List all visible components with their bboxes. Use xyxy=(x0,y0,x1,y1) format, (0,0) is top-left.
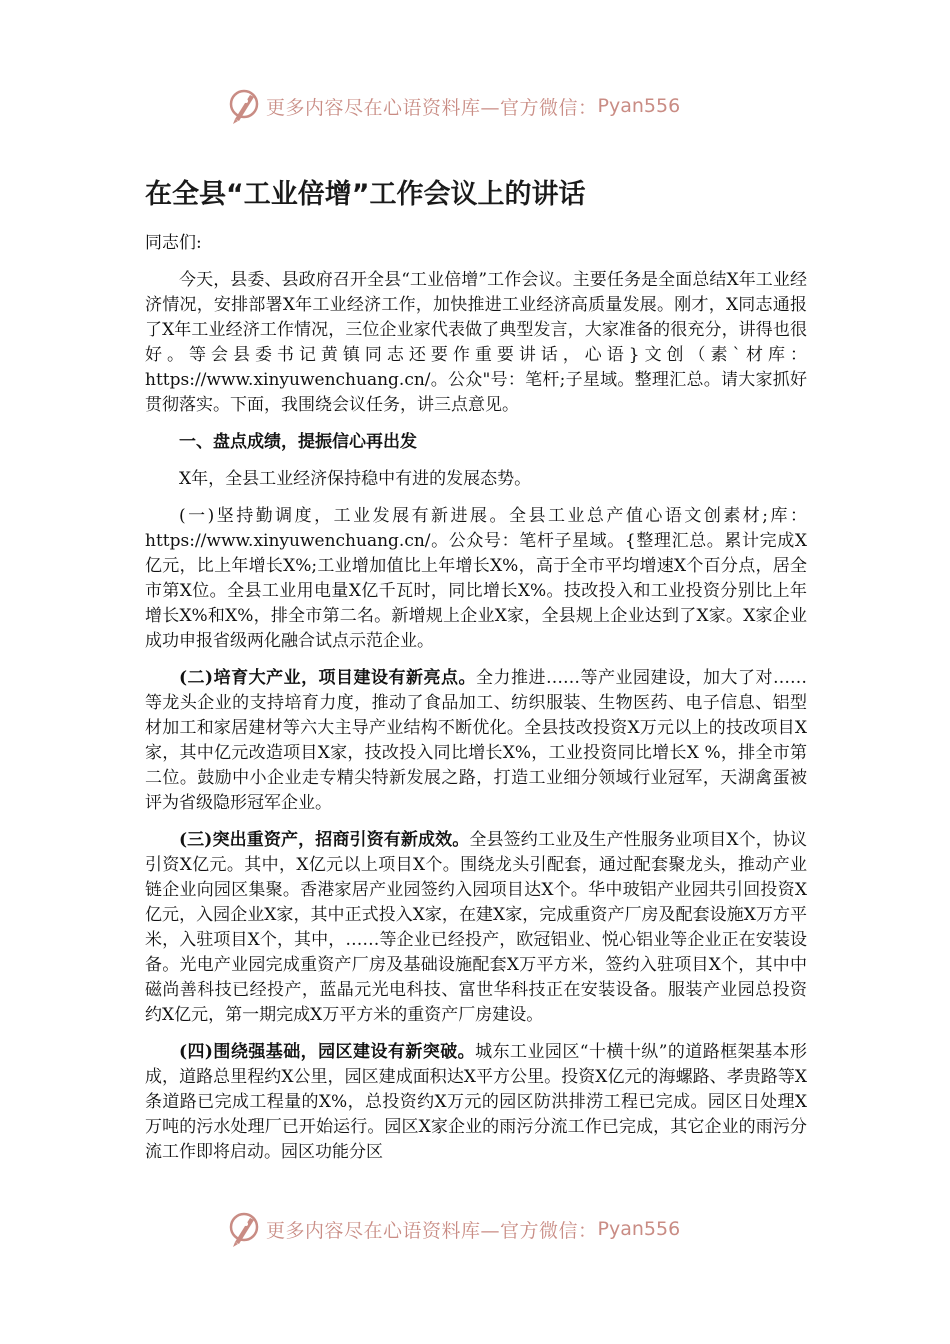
section-heading-1: 一、盘点成绩，提振信心再出发 xyxy=(179,432,417,452)
pen-logo-icon xyxy=(226,1209,262,1249)
watermark-footer xyxy=(226,1207,680,1251)
pen-logo-icon xyxy=(226,86,262,126)
watermark-wechat-id: Pyan556 xyxy=(597,95,681,117)
item-3-paragraph xyxy=(145,828,807,1028)
item-2-body: 全力推进……等产业园建设，加大了对……等龙头企业的支持培育力度，推动了食品加工、纺织服装、生物医药、电子信息、铝型材加工和家居建材等六大主导产业结构不断优化。全县技改投资X万元以上的技改项目X家，其中亿元改造项目X家，技改投入同比增长X%，工业投资同比增长X %，排全市第二位。鼓励中小企业走专精尖特新发展之路，打造工业细分领域行业冠军，天湖禽蛋被评为省级隐形冠军企业。 xyxy=(145,668,808,813)
watermark-text: 更多内容尽在心语资料库—官方微信： xyxy=(266,1219,598,1242)
item-4-body: 城东工业园区“十横十纵”的道路框架基本形成，道路总里程约X公里，园区建成面积达X平方公里。投资X亿元的海螺路、孝贵路等X条道路已完成工程量的X%，总投资约X万元的园区防洪排涝工程已完成。园区日处理X万吨的污水处理厂已开始运行。园区X家企业的雨污分流工作已完成，其它企业的雨污分流工作即将启动。园区功能分区 xyxy=(145,1042,807,1162)
item-3-lead: (三)突出重资产，招商引资有新成效。 xyxy=(179,830,470,850)
item-1-paragraph: (一)坚持勤调度，工业发展有新进展。全县工业总产值心语文创素材;库：https://www.xinyuwenchuang.cn/。公众号：笔杆子星域。{整理汇总。累计完成X亿元，比上年增长X%;工业增加值比上年增长X%，高于全市平均增速X个百分点，居全市第X位。全县工业用电量X亿千瓦时，同比增长X%。技改投入和工业投资分别比上年增长X%和X%，排全市第二名。新增规上企业X家，全县规上企业达到了X家。X家企业成功申报省级两化融合试点示范企业。 xyxy=(145,506,807,651)
document-title: 在全县“工业倍增”工作会议上的讲话 xyxy=(145,179,586,210)
item-4-paragraph xyxy=(145,1040,807,1165)
intro-paragraph: 今天，县委、县政府召开全县“工业倍增”工作会议。主要任务是全面总结X年工业经济情况，安排部署X年工业经济工作，加快推进工业经济高质量发展。刚才，X同志通报了X年工业经济工作情况，三位企业家代表做了典型发言，大家准备的很充分，讲得也很好。等会县委书记黄镇同志还要作重要讲话，心语}文创（素`材库：https://www.xinyuwenchuang.cn/。公众"号：笔杆;子星域。整理汇总。请大家抓好贯彻落实。下面，我围绕会议任务，讲三点意见。 xyxy=(145,270,807,415)
item-3-body: 全县签约工业及生产性服务业项目X个，协议引资X亿元。其中，X亿元以上项目X个。围绕龙头引配套，通过配套聚龙头，推动产业链企业向园区集聚。香港家居产业园签约入园项目达X个。华中玻铝产业园共引回投资X亿元，入园企业X家，其中正式投入X家，在建X家，完成重资产厂房及配套设施X万方平米，入驻项目X个，其中，……等企业已经投产，欧冠铝业、悦心铝业等企业正在安装设备。光电产业园完成重资产厂房及基础设施配套X万平方米，签约入驻项目X个，其中中磁尚善科技已经投产，蓝晶元光电科技、富世华科技正在安装设备。服装产业园总投资约X亿元，第一期完成X万平方米的重资产厂房建设。 xyxy=(145,830,807,1025)
salutation: 同志们: xyxy=(145,233,202,253)
section-1-intro: X年，全县工业经济保持稳中有进的发展态势。 xyxy=(179,469,532,489)
item-2-paragraph xyxy=(145,666,807,816)
watermark-header xyxy=(226,84,680,128)
document-body xyxy=(145,175,807,1177)
watermark-wechat-id: Pyan556 xyxy=(597,1218,681,1240)
watermark-text: 更多内容尽在心语资料库—官方微信： xyxy=(266,96,598,119)
item-4-lead: (四)围绕强基础，园区建设有新突破。 xyxy=(179,1042,476,1062)
item-2-lead: (二)培育大产业，项目建设有新亮点。 xyxy=(179,668,477,688)
